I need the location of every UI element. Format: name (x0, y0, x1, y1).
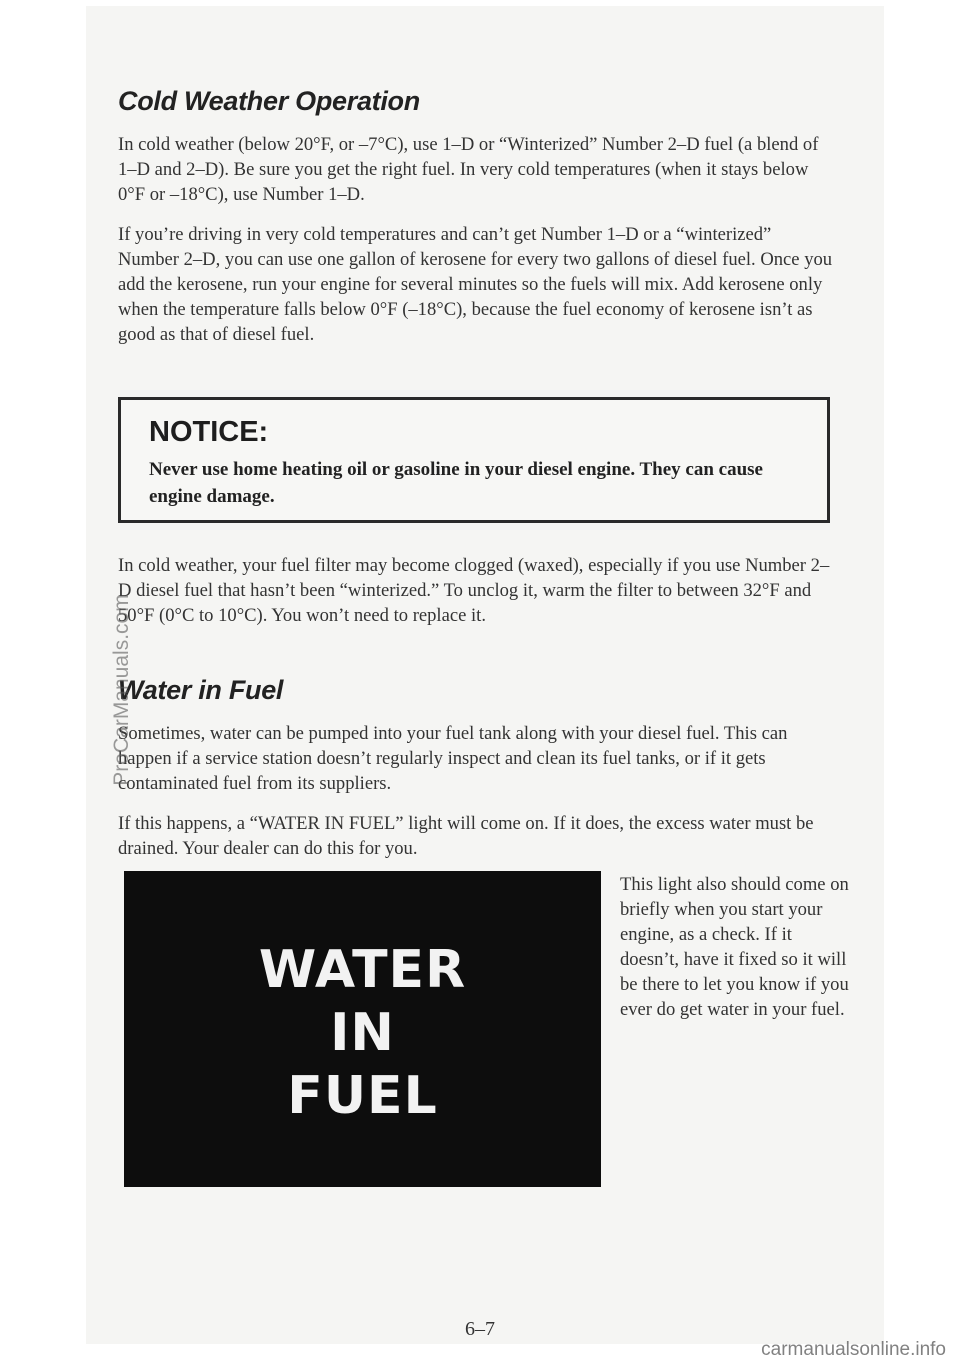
section-heading-water-in-fuel: Water in Fuel (118, 675, 284, 705)
cold-weather-paragraph-3: In cold weather, your fuel filter may become clogged (waxed), especially if you use Number 2–D diesel fuel that hasn’t been “winterized.” To unclog it, warm the filter to between 32°F and 50°F (0°C to 10°C). You won’t need to replace it. (118, 555, 830, 626)
notice-title: NOTICE: (149, 416, 269, 448)
cold-weather-paragraph-2: If you’re driving in very cold temperatures and can’t get Number 1–D or a “winterized” Number 2–D, you can use one gallon of kerosene for every two gallons of diesel fuel. Once you add the kerosene, run your engine for several minutes so the fuels will mix. Add kerosene only when the temperature falls below 0°F (–18°C), because the fuel economy of kerosene isn’t as good as that of diesel fuel. (118, 224, 833, 345)
warning-light-line-3: FUEL (287, 1066, 438, 1126)
section-heading-cold-weather: Cold Weather Operation (118, 86, 420, 116)
warning-light-text (124, 939, 601, 1128)
cold-weather-paragraph-1: In cold weather (below 20°F, or –7°C), use 1–D or “Winterized” Number 2–D fuel (a blend of 1–D and 2–D). Be sure you get the right fuel. In very cold temperatures (when it stays below 0°F or –18°C), use Number 1–D. (118, 134, 819, 205)
notice-text: Never use home heating oil or gasoline in your diesel engine. They can cause engine damage. (149, 459, 763, 507)
bottom-watermark: carmanualsonline.info (761, 1339, 946, 1360)
side-watermark (110, 560, 134, 820)
water-in-fuel-paragraph-1: Sometimes, water can be pumped into your fuel tank along with your diesel fuel. This can happen if a service station doesn’t regularly inspect and clean its fuel tanks, or if it gets contaminated fuel from its suppliers. (118, 723, 788, 794)
notice-box (118, 397, 830, 523)
warning-light-line-2: IN (330, 1003, 395, 1063)
water-in-fuel-warning-light-image (124, 871, 601, 1187)
side-watermark-text: ProCarManuals.com (110, 594, 133, 786)
page-number: 6–7 (465, 1318, 495, 1340)
warning-light-description: This light also should come on briefly when you start your engine, as a check. If it doesn’t, have it fixed so it will be there to let you know if you ever do get water in your fuel. (620, 874, 849, 1020)
warning-light-line-1: WATER (258, 940, 467, 1000)
water-in-fuel-paragraph-2: If this happens, a “WATER IN FUEL” light will come on. If it does, the excess water must be drained. Your dealer can do this for you. (118, 813, 814, 859)
